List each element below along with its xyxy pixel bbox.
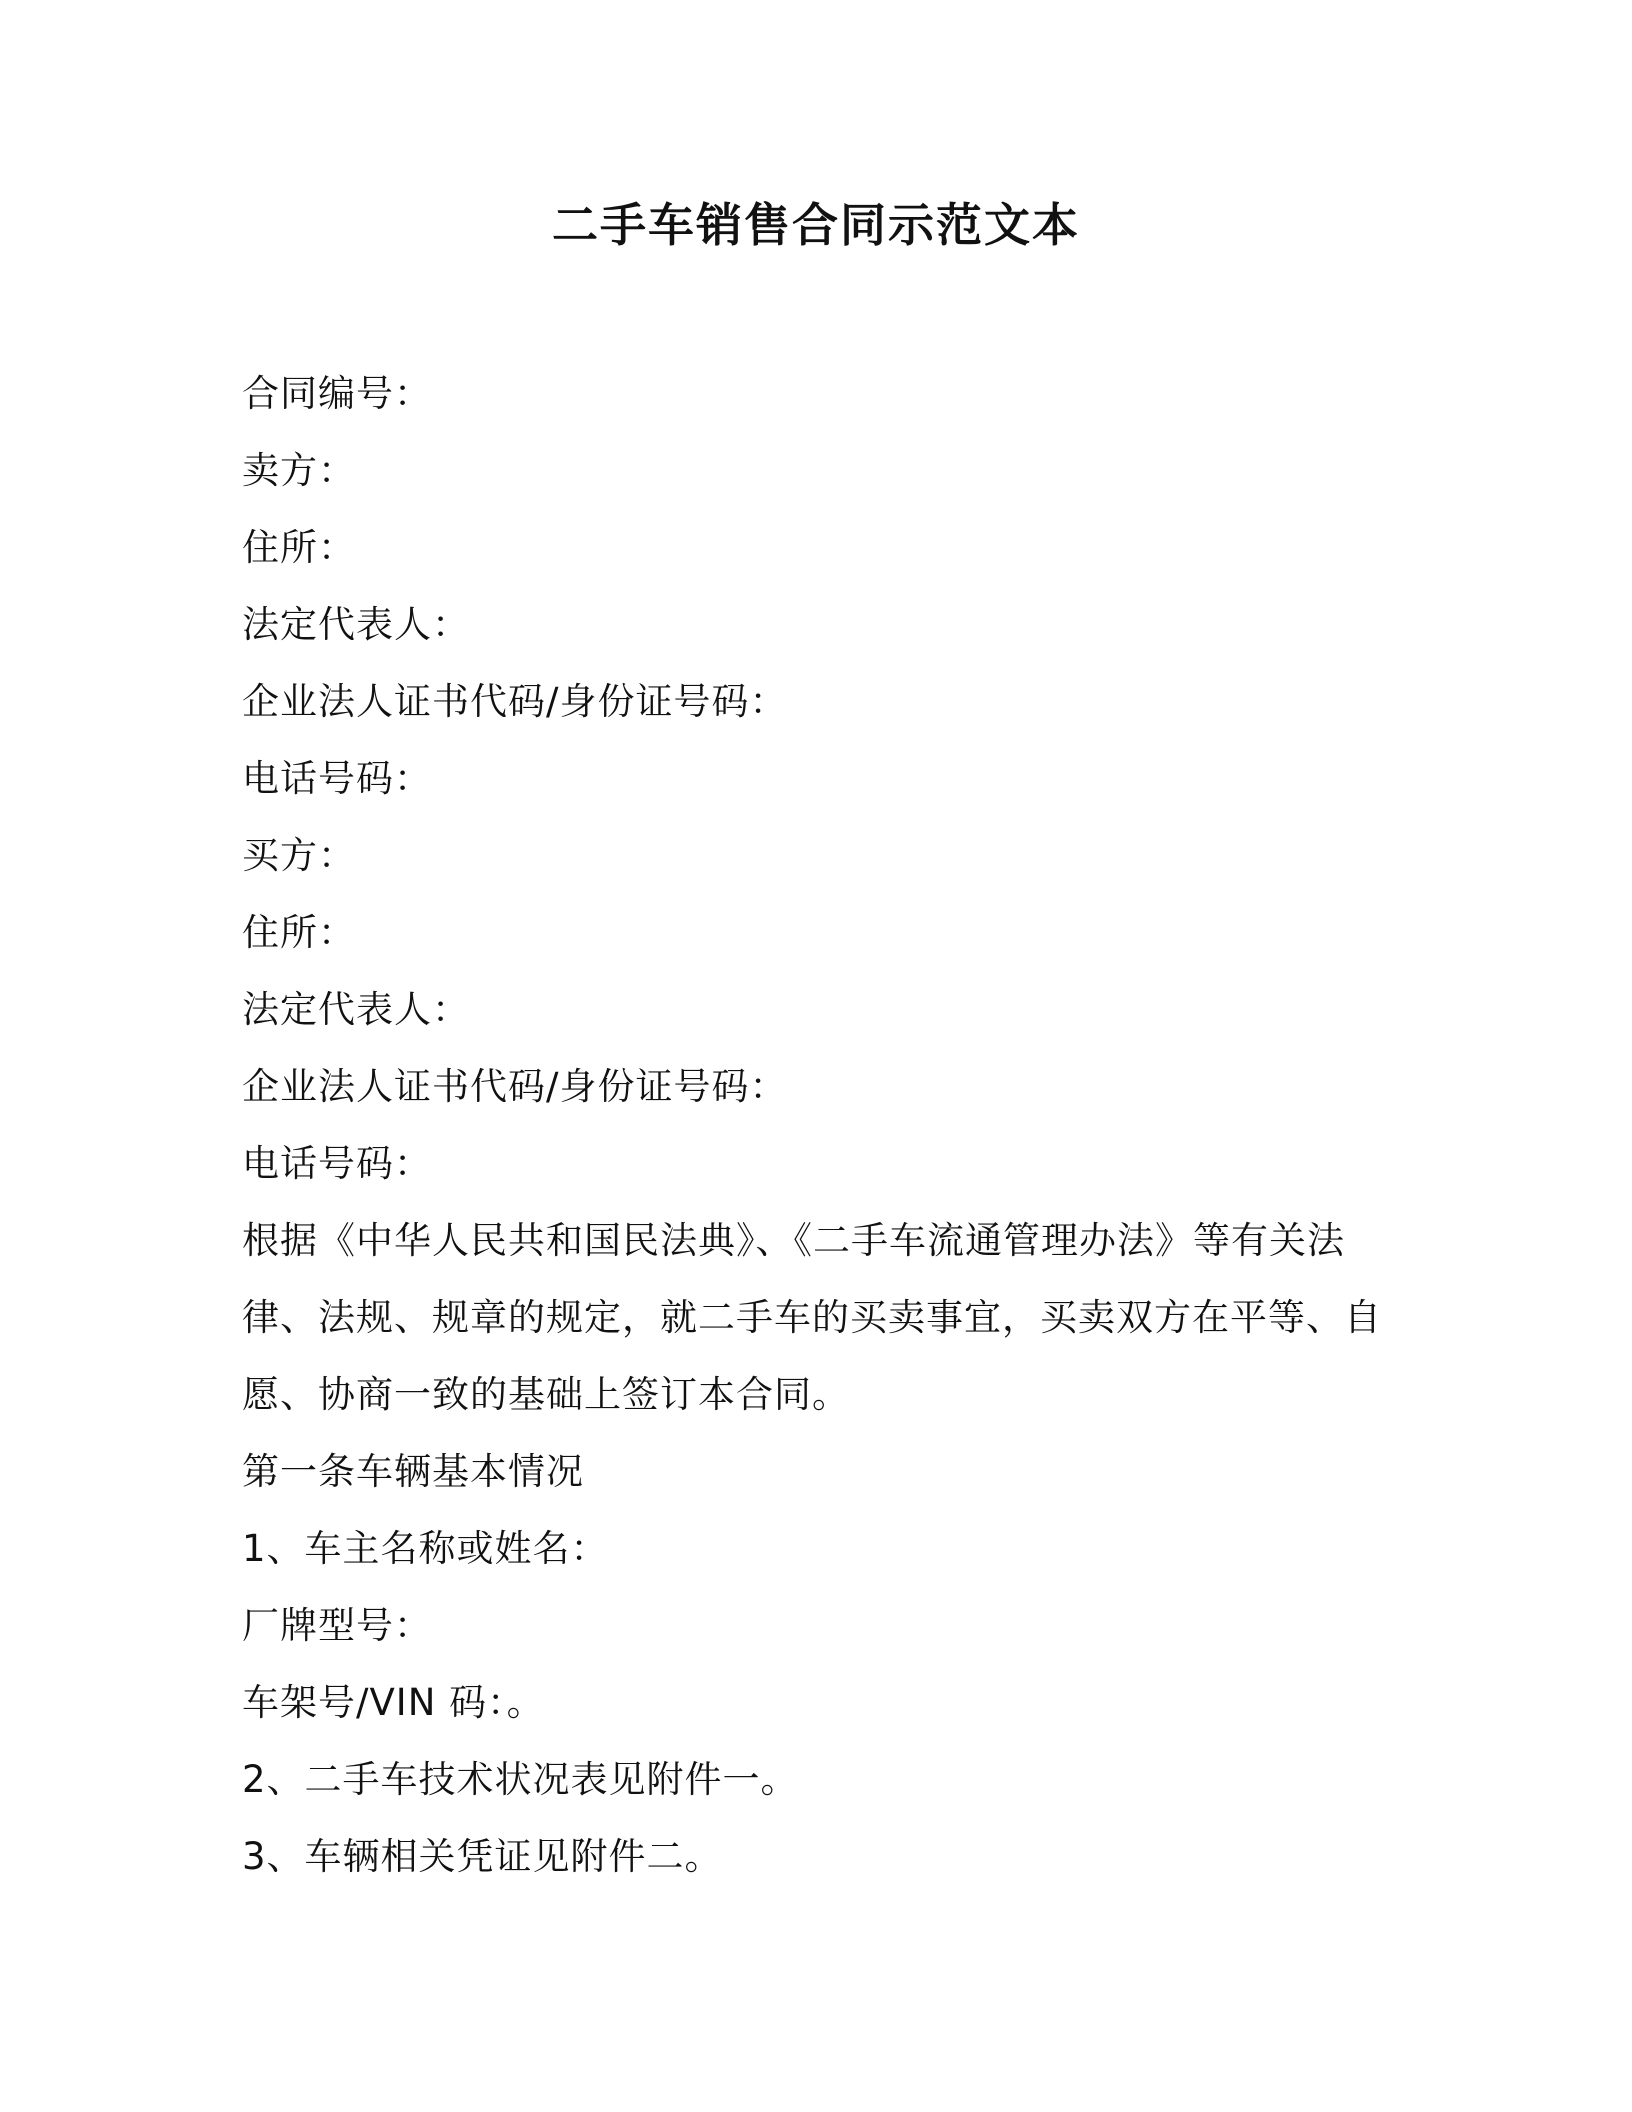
preamble-line-2: 律、法规、规章的规定，就二手车的买卖事宜，买卖双方在平等、自: [242, 1296, 1382, 1339]
document-body: [242, 355, 1390, 1895]
field-seller-address: 住所：: [242, 526, 356, 569]
article-1-item-owner-name: 1、车主名称或姓名：: [242, 1527, 609, 1570]
article-1-item-vehicle-documents: 3、车辆相关凭证见附件二。: [242, 1835, 723, 1878]
preamble-line-1: 根据《中华人民共和国民法典》、《二手车流通管理办法》等有关法: [242, 1219, 1345, 1262]
article-1-item-vin: 车架号/VIN 码：。: [242, 1681, 545, 1724]
field-buyer-id-code: 企业法人证书代码/身份证号码：: [242, 1065, 788, 1108]
field-seller-phone: 电话号码：: [242, 757, 432, 800]
field-buyer: 买方：: [242, 834, 356, 877]
field-seller-legal-representative: 法定代表人：: [242, 603, 470, 646]
document-title: 二手车销售合同示范文本: [552, 198, 1080, 252]
field-buyer-phone: 电话号码：: [242, 1142, 432, 1185]
field-buyer-legal-representative: 法定代表人：: [242, 988, 470, 1031]
preamble-line-3: 愿、协商一致的基础上签订本合同。: [242, 1373, 850, 1416]
field-seller-id-code: 企业法人证书代码/身份证号码：: [242, 680, 788, 723]
field-contract-number: 合同编号：: [242, 372, 432, 415]
article-1-item-technical-status: 2、二手车技术状况表见附件一。: [242, 1758, 799, 1801]
article-1-heading: 第一条车辆基本情况: [242, 1450, 584, 1493]
article-1-item-brand-model: 厂牌型号：: [242, 1604, 432, 1647]
field-buyer-address: 住所：: [242, 911, 356, 954]
field-seller: 卖方：: [242, 449, 356, 492]
